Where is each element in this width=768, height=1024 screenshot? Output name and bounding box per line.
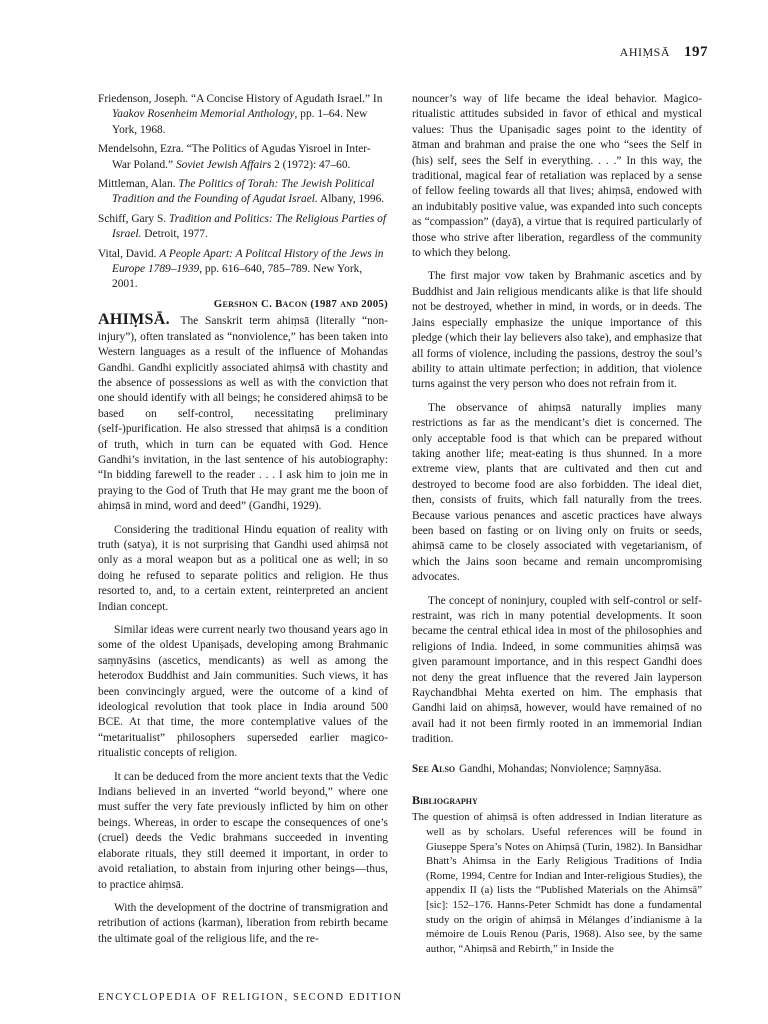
entry-opening-paragraph: AHIṂSĀ. The Sanskrit term ahiṃsā (literally “non-injury”), often translated as “nonviolence,” has been taken into Western languages as a result of the influence of Mohandas Gandhi. Gandhi explicitly associated ahiṃsā with chastity and the absence of possessions as well as with the conviction that one should identify with all beings; he considered ahiṃsā to be based on self-control, necessitating preliminary (self-)purification. He also stressed that ahiṃsā is a condition of truth, which in turn can be equated with God. Hence Gandhi’s invitation, in the last sentence of his autobiography: “In bidding farewell to the reader . . . I ask him to join me in praying to the God of Truth that He may grant me the boon of ahiṃsā in mind, word and deed” (Gandhi, 1929). — [98, 311, 388, 513]
right-column — [412, 92, 702, 956]
body-paragraph: It can be deduced from the more ancient texts that the Vedic Indians believed in an inverted “world beyond,” where one must suffer the very fate previously inflicted by him on other beings. Whereas, in order to escape the consequences of one’s (cruel) deeds the Vedic brahmans succeeded in inventing elaborate rituals, they still deemed it important, in order to avoid retaliation, to abstain from injuring other beings—thus, to practice ahiṃsā. — [98, 770, 388, 891]
page-number: 197 — [684, 44, 708, 60]
running-head-title: AHIṂSĀ — [619, 45, 670, 59]
left-column — [98, 92, 388, 947]
reference-item: Mittleman, Alan. The Politics of Torah: The Jewish Political Tradition and the Founding of Agudat Israel. Albany, 1996. — [98, 178, 385, 206]
body-paragraph: The concept of noninjury, coupled with self-control or self-restraint, was rich in many potential developments. It soon became the central ethical idea in most of the philosophies and religions of India. Indeed, in some communities ahiṃsā was given paramount importance, and in this respect Gandhi does not deny the great influence that the revered Jain layperson Raychandbhai Mehta exerted on him. The emphasis that Gandhi laid on ahiṃsā, however, would have remained of no avail had it not been firmly rooted in an immemorial Indian tradition. — [412, 594, 702, 746]
reference-item: Vital, David. A People Apart: A Politcal History of the Jews in Europe 1789–1939, pp. 616–640, 785–789. New York, 2001. — [98, 247, 384, 291]
see-also — [412, 762, 702, 777]
bibliography-text: The question of ahiṃsā is often addressed in Indian literature as well as by scholars. Useful references will be found in Giuseppe Spera’s Notes on Ahiṃsā (Turin, 1982). In Bansidhar Bhatt’s Ahimsa in the Early Religious Traditions of India (Rome, 1994, Centre for Indian and Inter-religious Studies), the appendix II (a) lists the “Published Materials on the Ahimsā” [sic]: 152–176. Hanns-Peter Schmidt has done a fundamental study on the origin of ahiṃsā in Mélanges d’indianisme à la mémoire de Louis Renou (Paris, 1968). Also see, by the same author, “Ahiṃsā and Rebirth,” in Inside the — [412, 811, 702, 955]
body-paragraph: With the development of the doctrine of transmigration and retribution of actions (karman), liberation from rebirth became the ultimate goal of the religious life, and the re- — [98, 901, 388, 945]
reference-item: Friedenson, Joseph. “A Concise History of Agudath Israel.” In Yaakov Rosenheim Memorial Anthology, pp. 1–64. New York, 1968. — [98, 93, 383, 136]
body-paragraph: The first major vow taken by Brahmanic ascetics and by Buddhist and Jain religious mendicants alike is that life should not be destroyed, whether in mind, in words, or in deeds. The Jains especially emphasize the unique importance of this pledge (which their lay believers also take), and emphasize that all forms of violence, including the passions, destroy the soul’s ability to attain ultimate perfection; in addition, that violence turns against the very person who does not refrain from it. — [412, 270, 702, 391]
reference-item: Mendelsohn, Ezra. “The Politics of Agudas Yisroel in Inter-War Poland.” Soviet Jewish Affairs 2 (1972): 47–60. — [98, 143, 371, 171]
author-signature: Gershon C. Bacon (1987 and 2005) — [213, 297, 388, 310]
see-also-label: See Also — [412, 762, 456, 775]
body-paragraph: The observance of ahiṃsā naturally implies many restrictions as far as the mendicant’s diet is concerned. The only acceptable food is that which can be prepared without taking another life; meat-eating is thus shunned. In a more extreme view, plants that are cultivated and then cut and destroyed to become food are also forbidden. The ideal diet, then, consists of fruits, which fall naturally from the trees. Because various penances and ascetic practices have always been based on fasting or on living only on fruits or seeds, ahiṃsā came to be closely associated with vegetarianism, of which the Jains soon became and remain uncompromising advocates. — [412, 401, 702, 584]
entry-headword: AHIṂSĀ. — [98, 311, 170, 329]
reference-item: Schiff, Gary S. Tradition and Politics: The Religious Parties of Israel. Detroit, 1977. — [98, 212, 387, 241]
body-paragraph: nouncer’s way of life became the ideal behavior. Magico-ritualistic attitudes subsided in favor of ethical and mystical values: Thus the Upaniṣadic sages point to the identity of ātman and brahman and praise the one who “sees the Self in (his) self, sees the Self in everything. . . .” In this way, the traditional, magical fear of retaliation was replaced by a sense of fellow feeling towards all that lives; ahiṃsā, endowed with an indubitably positive value, was expanded into such concepts as “compassion” (dayā), a virtue that is required particularly of those who strive after liberation, regardless of the community to which they belong. — [412, 93, 702, 260]
reference-list — [98, 92, 388, 293]
page-footer: ENCYCLOPEDIA OF RELIGION, SECOND EDITION — [98, 992, 403, 1003]
body-paragraph: Considering the traditional Hindu equation of reality with truth (satya), it is not surprising that Gandhi used ahiṃsā not only as a moral weapon but as a political one as well; in so doing he refused to separate politics and religion. He thus resorted to, and, to a certain extent, reinterpreted an ancient Indian concept. — [98, 523, 388, 613]
running-head — [620, 44, 708, 61]
body-paragraph: Similar ideas were current nearly two thousand years ago in some of the oldest Upaniṣads, developing among Brahmanic saṃnyāsins (ascetics, mendicants) as well as among the heterodox Buddhist and Jain communities. Such views, it has been convincingly argued, were the outcome of a kind of ideological revolution that took place in India around 500 BCE. At that time, the more contemplative values of the “metaritualist” philosophers superseded earlier magico-ritualistic concepts of religion. — [98, 624, 388, 760]
see-also-text: Gandhi, Mohandas; Nonviolence; Saṃnyāsa. — [459, 762, 662, 775]
bibliography-heading: Bibliography — [412, 793, 478, 808]
